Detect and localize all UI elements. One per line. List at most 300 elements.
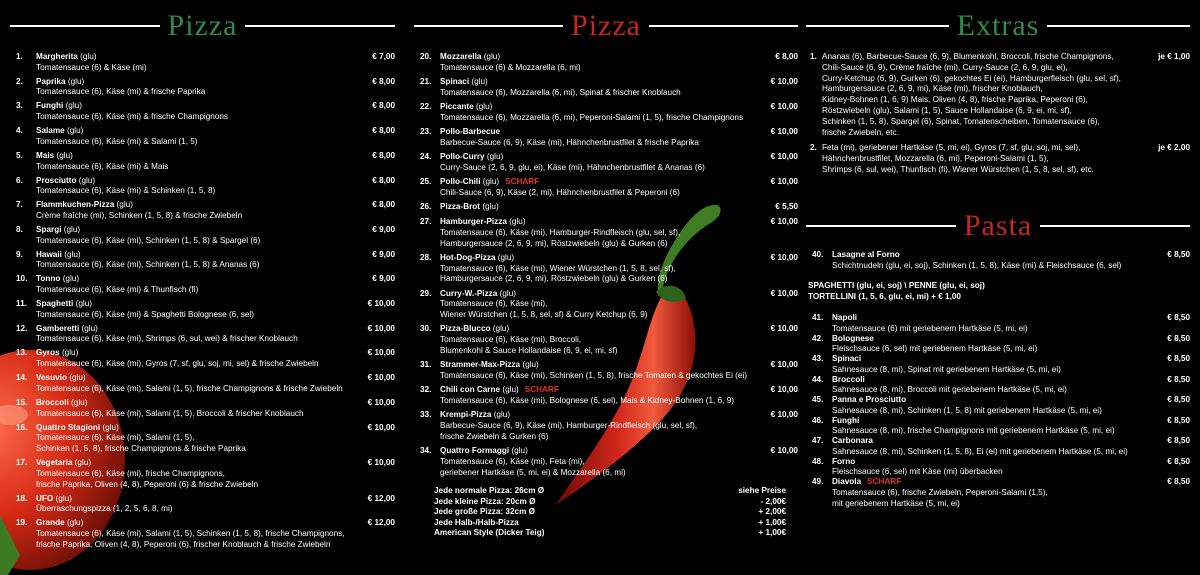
item-name-line xyxy=(440,324,509,335)
item-number: 29. xyxy=(420,288,432,298)
item-description-2: Hamburgersauce (2, 6, 9, mi), Röstzwiebeln (glu) & Gurken (6) xyxy=(440,238,668,248)
item-name-line xyxy=(832,334,874,345)
item-price: € 8,00 xyxy=(372,175,395,185)
item-description: Sahnesauce (8, mi), frische Champignons mit geriebenem Hartkäse (5, mi, ei) xyxy=(832,426,1115,436)
item-number: 2. xyxy=(16,76,23,86)
item-name-line xyxy=(36,423,119,434)
item-number: 47. xyxy=(812,436,824,445)
item-allergens: (glu) xyxy=(511,446,528,455)
item-allergens: (glu) xyxy=(74,458,92,467)
item-number: 26. xyxy=(420,202,432,211)
item-description: Tomatensauce (6) & Käse (mi) xyxy=(36,62,147,72)
item-description-2: frische Zwiebeln & Gurken (6) xyxy=(440,431,549,441)
item-number: 18. xyxy=(16,493,28,503)
item-description: Tomatensauce (6), Käse (mi) & frische Champignons xyxy=(36,112,229,122)
item-description: Tomatensauce (6), Käse (mi) & Mais xyxy=(36,161,169,171)
extra-line: Hähnchenbrustfilet, Mozzarella (6, mi), Peperoni-Salami (1, 5), xyxy=(822,154,1049,164)
item-number: 15. xyxy=(16,397,28,407)
extra-line: Röstzwiebeln (glu), Salami (1, 5), Sauce Hollandaise (6, 9, ei, mi, sf), xyxy=(822,106,1072,115)
item-number: 33. xyxy=(420,410,432,420)
item-name-line xyxy=(36,52,97,63)
item-name: Paprika xyxy=(36,76,66,86)
pasta-header xyxy=(806,206,1190,246)
item-price: € 10,00 xyxy=(770,127,798,136)
size-row xyxy=(434,486,786,497)
item-name-line xyxy=(36,324,98,335)
item-allergens: (glu) xyxy=(80,52,97,61)
item-description: Tomatensauce (6), Käse (mi), Shrimps (6, sul, wei) & frischer Knoblauch xyxy=(36,334,298,344)
item-price: € 8,00 xyxy=(775,52,798,61)
item-number: 16. xyxy=(16,422,28,432)
item-name: Napoli xyxy=(832,313,858,322)
item-description: Tomatensauce (6) & Mozzarella (6, mi) xyxy=(440,62,581,72)
item-name-line xyxy=(440,102,492,113)
item-allergens: (glu) xyxy=(71,397,88,407)
extra-line: Chili-Sauce (6, 9), Crème fraîche (mi), Curry-Sauce (2, 6, 9, glu, ei), xyxy=(822,62,1068,72)
spicy-badge: SCHARF xyxy=(524,385,559,395)
item-name-line xyxy=(440,52,500,63)
item-number: 30. xyxy=(420,324,432,334)
item-name-line xyxy=(440,177,539,188)
item-description: Tomatensauce (6), Mozzarella (6, mi), Spinat & frischer Knoblauch xyxy=(440,87,681,97)
item-price: € 9,00 xyxy=(372,274,395,284)
item-description: Tomatensauce (6), Käse (mi), xyxy=(440,299,548,309)
item-price: € 10,00 xyxy=(770,385,798,395)
item-name: Pizza-Brot xyxy=(440,202,481,211)
extras-header xyxy=(806,6,1190,46)
item-allergens: (glu) xyxy=(55,493,72,503)
item-price: € 9,00 xyxy=(372,249,395,259)
item-price: € 8,50 xyxy=(1167,333,1190,343)
item-allergens: (glu) xyxy=(116,200,133,210)
item-name: Salame xyxy=(36,126,65,136)
size-label: Jede große Pizza: 32cm Ø xyxy=(434,507,536,516)
item-allergens: (glu) xyxy=(493,410,511,420)
item-number: 23. xyxy=(420,127,432,136)
item-number: 10. xyxy=(16,274,28,284)
pasta-note-2: TORTELLINI (1, 5, 6, glu, ei, mi) + € 1,00 xyxy=(808,292,961,301)
item-allergens: (glu) xyxy=(471,77,488,86)
item-price: € 10,00 xyxy=(367,299,395,308)
item-description: Tomatensauce (6), Käse (mi), Salami (1, 5), Broccoli & frischer Knoblauch xyxy=(36,408,304,418)
item-number: 6. xyxy=(16,175,23,185)
item-name-line xyxy=(440,77,488,88)
extra-line: Feta (mi), geriebener Hartkäse (5, mi, ei), Gyros (7, sf, glu, soj, mi, sel), xyxy=(822,143,1081,153)
item-number: 9. xyxy=(16,249,23,259)
item-price: € 10,00 xyxy=(770,252,798,262)
item-allergens: (glu) xyxy=(61,348,79,358)
section-title: Pizza xyxy=(167,9,238,42)
item-price: € 7,00 xyxy=(372,52,395,61)
item-allergens: (glu) xyxy=(62,274,80,284)
item-description: Barbecue-Sauce (6, 9), Käse (mi), Hähnchenbrustfilet & frische Paprika xyxy=(440,137,699,147)
item-number: 31. xyxy=(420,360,432,370)
item-description: Überraschungspizza (1, 2, 5, 6, 8, mi) xyxy=(36,504,173,514)
item-name: Pizza-Blucco xyxy=(440,324,491,334)
item-description: Tomatensauce (6), Käse (mi), Wiener Würstchen (1, 5, 8, sel, sf), xyxy=(440,263,676,273)
item-description: Sahnesauce (8, mi), Schinken (1, 5, 8) mit geriebenem Hartkäse (5, mi, ei) xyxy=(832,405,1102,415)
item-name-line xyxy=(36,458,91,469)
item-number: 34. xyxy=(420,446,432,455)
item-name: Grande xyxy=(36,518,65,528)
item-name-line xyxy=(440,385,559,396)
item-name-line xyxy=(832,354,861,365)
item-price: € 10,00 xyxy=(770,102,798,111)
item-number: 40. xyxy=(812,250,824,259)
size-label: Jede normale Pizza: 26cm Ø xyxy=(434,486,545,495)
item-name-line xyxy=(36,101,82,112)
item-name-line xyxy=(832,457,855,468)
item-description: Fleischsauce (6, sel) mit Käse (mi) überbacken xyxy=(832,467,1003,477)
item-number: 5. xyxy=(16,150,23,160)
item-name: Broccoli xyxy=(36,397,69,407)
item-name-line xyxy=(832,313,857,324)
item-name: Broccoli xyxy=(832,374,865,384)
item-allergens: (glu) xyxy=(499,288,516,298)
item-number: 1. xyxy=(810,52,817,61)
item-number: 2. xyxy=(810,143,817,153)
item-price: € 8,00 xyxy=(372,200,395,210)
item-number: 7. xyxy=(16,200,23,210)
item-price: € 8,00 xyxy=(372,101,395,111)
item-price: € 10,00 xyxy=(770,217,798,226)
extras-pasta-column xyxy=(806,0,1190,575)
item-price: € 10,00 xyxy=(770,410,798,420)
item-name-line xyxy=(440,152,503,163)
item-number: 28. xyxy=(420,252,432,262)
item-name: Spargi xyxy=(36,224,62,234)
item-description-2: Blumenkohl & Sauce Hollandaise (6, 9, ei, mi, sf) xyxy=(440,345,618,355)
item-number: 48. xyxy=(812,456,824,466)
item-allergens: (glu) xyxy=(509,217,526,226)
item-name: UFO xyxy=(36,493,54,503)
item-allergens: (glu) xyxy=(75,299,92,308)
item-name: Hot-Dog-Pizza xyxy=(440,252,496,262)
item-name-line xyxy=(36,299,92,310)
item-name-line xyxy=(36,518,83,529)
extra-line: Shrimps (6, sul, wei), Thunfisch (fi), Wiener Würstchen (1, 5, 8, sel, sf), etc. xyxy=(822,164,1094,174)
item-name: Gamberetti xyxy=(36,323,80,333)
item-name: Pollo-Barbecue xyxy=(440,127,501,136)
item-price: € 10,00 xyxy=(770,288,798,298)
item-price: € 10,00 xyxy=(770,446,798,455)
pizza-header-2 xyxy=(414,6,798,46)
item-name: Funghi xyxy=(36,101,64,111)
item-name: Chili con Carne xyxy=(440,385,501,395)
item-description: Sahnesauce (8, mi), Schinken (1, 5, 8), Ei (ei) mit geriebenem Hartkäse (5, mi, ei) xyxy=(832,446,1128,456)
item-name-line xyxy=(36,126,83,137)
item-number: 49. xyxy=(812,477,824,486)
item-description-2: frische Paprika, Oliven (4, 8), Peperoni (6), frischer Knoblauch & frische Zwiebeln xyxy=(36,539,331,549)
extra-line: Kidney-Bohnen (1, 6, 9) Mais, Oliven (4, 8), frische Paprika, Peperoni (6), xyxy=(822,95,1088,105)
item-price: € 10,00 xyxy=(367,458,395,467)
item-price: € 9,00 xyxy=(372,224,395,234)
item-description: Tomatensauce (6), Käse (mi), Schinken (1, 5, 8) & Ananas (6) xyxy=(36,260,260,270)
item-number: 42. xyxy=(812,333,824,343)
item-description-2: mit geriebenem Hartkäse (5, mi, ei) xyxy=(832,498,960,508)
size-label: American Style (Dicker Teig) xyxy=(434,528,545,537)
item-name-line xyxy=(832,416,859,427)
item-name-line xyxy=(832,250,900,261)
item-name: Strammer-Max-Pizza xyxy=(440,360,521,370)
item-name: Curry-W.-Pizza xyxy=(440,288,498,298)
item-name: Spinaci xyxy=(440,77,470,86)
item-name: Spinaci xyxy=(832,354,862,363)
item-name: Bolognese xyxy=(832,333,874,343)
item-description-2: geriebener Hartkäse (5, mi, ei) & Mozzarella (6, mi) xyxy=(440,467,626,477)
item-name-line xyxy=(440,202,499,213)
item-name: Hawaii xyxy=(36,249,62,259)
item-name: Hamburger-Pizza xyxy=(440,217,507,226)
item-description: Tomatensauce (6), Mozzarella (6, mi), Peperoni-Salami (1, 5), frische Champignons xyxy=(440,112,744,122)
item-allergens: (glu) xyxy=(483,52,501,61)
item-number: 43. xyxy=(812,354,824,363)
item-description: Tomatensauce (6), Käse (mi) & Thunfisch (fi) xyxy=(36,285,199,295)
size-price: + 1,00€ xyxy=(758,517,786,527)
item-name: Diavola xyxy=(832,477,862,486)
size-row xyxy=(434,528,786,539)
item-price: € 8,50 xyxy=(1167,313,1190,322)
item-name-line xyxy=(832,395,906,406)
item-number: 32. xyxy=(420,385,432,395)
item-description: Tomatensauce (6), Käse (mi), Feta (mi), xyxy=(440,456,585,466)
item-description: Tomatensauce (6), Käse (mi), Salami (1, 5), Schinken (1, 5, 8), frische Champignons, xyxy=(36,528,345,538)
extra-line: Ananas (6), Barbecue-Sauce (6, 9), Blumenkohl, Broccoli, frische Champignons, xyxy=(822,52,1114,61)
item-name: Panna e Prosciutto xyxy=(832,395,907,404)
item-name: Piccante xyxy=(440,102,474,111)
item-name-line xyxy=(440,446,528,457)
item-number: 20. xyxy=(420,52,432,61)
item-description: Crème fraîche (mi), Schinken (1, 5, 8) & frische Zwiebeln xyxy=(36,210,243,220)
item-allergens: (glu) xyxy=(65,101,82,111)
item-number: 27. xyxy=(420,217,432,226)
item-number: 21. xyxy=(420,77,432,86)
spicy-badge: SCHARF xyxy=(505,177,540,186)
spicy-badge: SCHARF xyxy=(867,477,902,486)
item-description: Tomatensauce (6), Käse (mi), Hamburger-Rindfleisch (glu, sel, sf), xyxy=(440,227,681,237)
item-description: Barbecue-Sauce (6, 9), Käse (mi), Hamburger-Rindfleisch (glu, sel, sf), xyxy=(440,420,698,430)
section-title: Extras xyxy=(956,9,1040,42)
item-description: Tomatensauce (6), Käse (mi), frische Champignons, xyxy=(36,468,225,478)
item-number: 44. xyxy=(812,374,824,384)
size-price: + 1,00€ xyxy=(758,528,786,537)
item-name-line xyxy=(440,289,516,300)
item-price: € 10,00 xyxy=(367,422,395,432)
item-name-line xyxy=(832,436,873,447)
item-allergens: (glu) xyxy=(66,126,84,136)
item-name-line xyxy=(36,200,133,211)
item-name: Lasagne al Forno xyxy=(832,250,900,259)
item-price: je € 2,00 xyxy=(1158,143,1190,153)
item-allergens: (glu) xyxy=(81,323,98,333)
size-row xyxy=(434,518,786,529)
item-price: € 8,50 xyxy=(1167,477,1190,486)
item-name-line xyxy=(36,225,80,236)
item-description-2: Schinken (1, 5, 8), frische Champignons & frische Paprika xyxy=(36,444,246,454)
item-name: Vegetaria xyxy=(36,458,73,467)
item-price: € 8,50 xyxy=(1167,456,1190,466)
item-description: Tomatensauce (6), Käse (mi), Bolognese (6, sel), Mais & Kidney-Bohnen (1, 6, 9) xyxy=(440,395,734,405)
item-number: 14. xyxy=(16,373,28,383)
item-price: € 10,00 xyxy=(770,152,798,161)
item-name: Krempi-Pizza xyxy=(440,410,492,420)
pasta-note-1: SPAGHETTI (glu, ei, soj) \ PENNE (glu, ei, soj) xyxy=(808,281,985,290)
item-price: € 8,50 xyxy=(1167,250,1190,259)
item-name-line xyxy=(440,127,500,138)
size-price: - 2,00€ xyxy=(760,496,786,506)
size-price: siehe Preise xyxy=(738,486,786,495)
item-name: Prosciutto xyxy=(36,175,77,185)
item-allergens: (glu) xyxy=(63,224,81,234)
item-number: 1. xyxy=(16,52,23,61)
size-row xyxy=(434,497,786,508)
item-allergens: (glu) xyxy=(69,373,86,383)
item-description: Tomatensauce (6), Käse (mi) & frische Paprika xyxy=(36,87,206,97)
item-name-line xyxy=(440,253,514,264)
item-name: Funghi xyxy=(832,415,860,425)
item-name-line xyxy=(36,250,81,261)
item-name: Pollo-Chili xyxy=(440,177,481,186)
item-price: € 8,50 xyxy=(1167,395,1190,404)
item-name-line xyxy=(36,494,72,505)
item-allergens: (glu) xyxy=(56,150,73,160)
item-name-line xyxy=(440,360,539,371)
pizza-header-1 xyxy=(10,6,395,46)
item-name-line xyxy=(36,274,79,285)
section-title: Pasta xyxy=(963,209,1033,242)
item-number: 11. xyxy=(16,299,27,308)
item-name-line xyxy=(832,375,865,386)
item-price: € 8,50 xyxy=(1167,354,1190,363)
item-number: 22. xyxy=(420,102,432,111)
extra-line: Hamburgersauce (2, 6, 9, mi), Käse (mi), frischer Knoblauch, xyxy=(822,84,1043,94)
item-description: Sahnesauce (8, mi), Spinat mit geriebenem Hartkäse (5, mi, ei) xyxy=(832,364,1061,374)
item-number: 46. xyxy=(812,415,824,425)
item-price: € 10,00 xyxy=(367,348,395,358)
item-name-line xyxy=(36,398,87,409)
item-name-line xyxy=(36,176,95,187)
item-price: € 8,00 xyxy=(372,126,395,136)
item-price: € 10,00 xyxy=(770,177,798,186)
section-title: Pizza xyxy=(571,9,641,42)
size-label: Jede kleine Pizza: 20cm Ø xyxy=(434,496,536,506)
item-price: € 10,00 xyxy=(367,373,395,383)
size-row xyxy=(434,507,786,518)
item-price: je € 1,00 xyxy=(1158,52,1190,61)
item-price: € 10,00 xyxy=(770,324,798,334)
item-description: Tomatensauce (6), Käse (mi), Broccoli, xyxy=(440,335,582,345)
size-price: + 2,00€ xyxy=(758,507,786,516)
item-price: € 10,00 xyxy=(367,323,395,333)
item-allergens: (glu) xyxy=(67,76,85,86)
item-description: Tomatensauce (6), frische Zwiebeln, Peperoni-Salami (1,5), xyxy=(832,487,1048,497)
item-allergens: (glu) xyxy=(522,360,539,370)
item-number: 25. xyxy=(420,177,432,186)
item-allergens: (glu) xyxy=(102,422,119,432)
item-price: € 5,50 xyxy=(775,202,798,211)
item-number: 19. xyxy=(16,518,28,528)
item-allergens: (glu) xyxy=(475,102,493,111)
item-description-2: Hamburgersauce (2, 6, 9, mi), Röstzwiebeln (glu) & Gurken (6) xyxy=(440,274,668,284)
item-price: € 8,50 xyxy=(1167,374,1190,384)
item-number: 17. xyxy=(16,458,28,467)
item-name: Pollo-Curry xyxy=(440,152,485,161)
item-price: € 8,50 xyxy=(1167,436,1190,445)
item-description-2: frische Paprika, Oliven (4, 8), Peperoni (6) & frische Zwiebeln xyxy=(36,479,259,489)
extra-line: Curry-Ketchup (6, 9), Gurken (6), gekochtes Ei (ei), Hamburgerfleisch (glu, sel, sf), xyxy=(822,73,1121,83)
item-price: € 12,00 xyxy=(367,493,395,503)
item-name: Quattro Stagioni xyxy=(36,422,101,432)
item-description: Schichtnudeln (glu, ei, soj), Schinken (1, 5, 8), Käse (mi) & Fleischsauce (6, sel) xyxy=(832,260,1122,270)
item-description: Tomatensauce (6), Käse (mi) & Spaghetti Bolognese (6, sel) xyxy=(36,309,254,319)
item-name-line xyxy=(36,373,86,384)
item-number: 24. xyxy=(420,152,432,161)
item-description: Tomatensauce (6), Käse (mi) & Salami (1, 5) xyxy=(36,136,198,146)
extra-line: frische Zwiebeln, etc. xyxy=(822,127,899,137)
extra-line: Schinken (1, 5, 8), Spargel (6), Spinat, Tomatenscheiben, Tomatensauce (6), xyxy=(822,116,1100,126)
item-name: Margherita xyxy=(36,52,78,61)
item-description: Sahnesauce (8, mi), Broccoli mit geriebenem Hartkäse (5, mi, ei) xyxy=(832,385,1067,395)
item-price: € 10,00 xyxy=(770,77,798,86)
item-description: Curry-Sauce (2, 6, 9, glu, ei), Käse (mi), Hähnchenbrustfilet & Ananas (6) xyxy=(440,162,705,172)
item-description: Tomatensauce (6), Käse (mi), Gyros (7, sf, glu, soj, mi, sel) & frische Zwiebeln xyxy=(36,359,319,369)
item-name: Flammkuchen-Pizza xyxy=(36,200,115,210)
item-allergens: (glu) xyxy=(497,252,515,262)
item-name-line xyxy=(36,77,84,88)
item-name-line xyxy=(36,151,73,162)
item-allergens: (glu) xyxy=(66,518,84,528)
item-number: 3. xyxy=(16,101,23,111)
item-number: 12. xyxy=(16,323,28,333)
item-name-line xyxy=(832,477,901,488)
item-name-line xyxy=(440,410,510,421)
item-description: Fleischsauce (6, sel) mit geriebenem Hartkäse (5, mi, ei) xyxy=(832,344,1038,354)
item-number: 41. xyxy=(812,313,824,322)
item-price: € 8,50 xyxy=(1167,415,1190,425)
item-name: Tonno xyxy=(36,274,61,284)
item-name: Spaghetti xyxy=(36,299,74,308)
item-number: 13. xyxy=(16,348,28,358)
item-price: € 10,00 xyxy=(770,360,798,370)
item-price: € 10,00 xyxy=(367,397,395,407)
item-description: Tomatensauce (6), Käse (mi), Schinken (1, 5, 8), frische Tomaten & gekochtes Ei (ei) xyxy=(440,370,748,380)
item-allergens: (glu) xyxy=(64,249,81,259)
pizza-column-1 xyxy=(10,0,395,575)
item-number: 4. xyxy=(16,126,23,136)
item-allergens: (glu) xyxy=(482,202,499,211)
item-description: Tomatensauce (6), Käse (mi), Salami (1, 5), frische Champignons & frische Zwiebeln xyxy=(36,383,343,393)
item-name: Mais xyxy=(36,150,55,160)
item-description: Chili-Sauce (6, 9), Käse (2, mi), Hähnchenbrustfilet & Peperoni (6) xyxy=(440,187,680,197)
size-label: Jede Halb-/Halb-Pizza xyxy=(434,517,519,527)
item-allergens: (glu) xyxy=(482,177,500,186)
item-description-2: Wiener Würstchen (1, 5, 8, sel, sf) & Curry Ketchup (6, 9) xyxy=(440,310,648,320)
item-name-line xyxy=(36,348,78,359)
item-allergens: (glu) xyxy=(502,385,519,395)
item-name: Quattro Formaggi xyxy=(440,446,510,455)
item-price: € 12,00 xyxy=(367,518,395,528)
item-name: Forno xyxy=(832,456,856,466)
item-description: Tomatensauce (6), Käse (mi), Schinken (1, 5, 8) & Spargel (6) xyxy=(36,235,261,245)
item-description: Tomatensauce (6), Käse (mi) & Schinken (1, 5, 8) xyxy=(36,186,216,196)
item-number: 8. xyxy=(16,224,23,234)
item-price: € 8,00 xyxy=(372,76,395,86)
item-description: Tomatensauce (6), Käse (mi), Salami (1, 5), xyxy=(36,433,195,443)
item-allergens: (glu) xyxy=(492,324,510,334)
item-name-line xyxy=(440,217,526,228)
item-allergens: (glu) xyxy=(78,175,96,185)
item-name: Gyros xyxy=(36,348,60,358)
